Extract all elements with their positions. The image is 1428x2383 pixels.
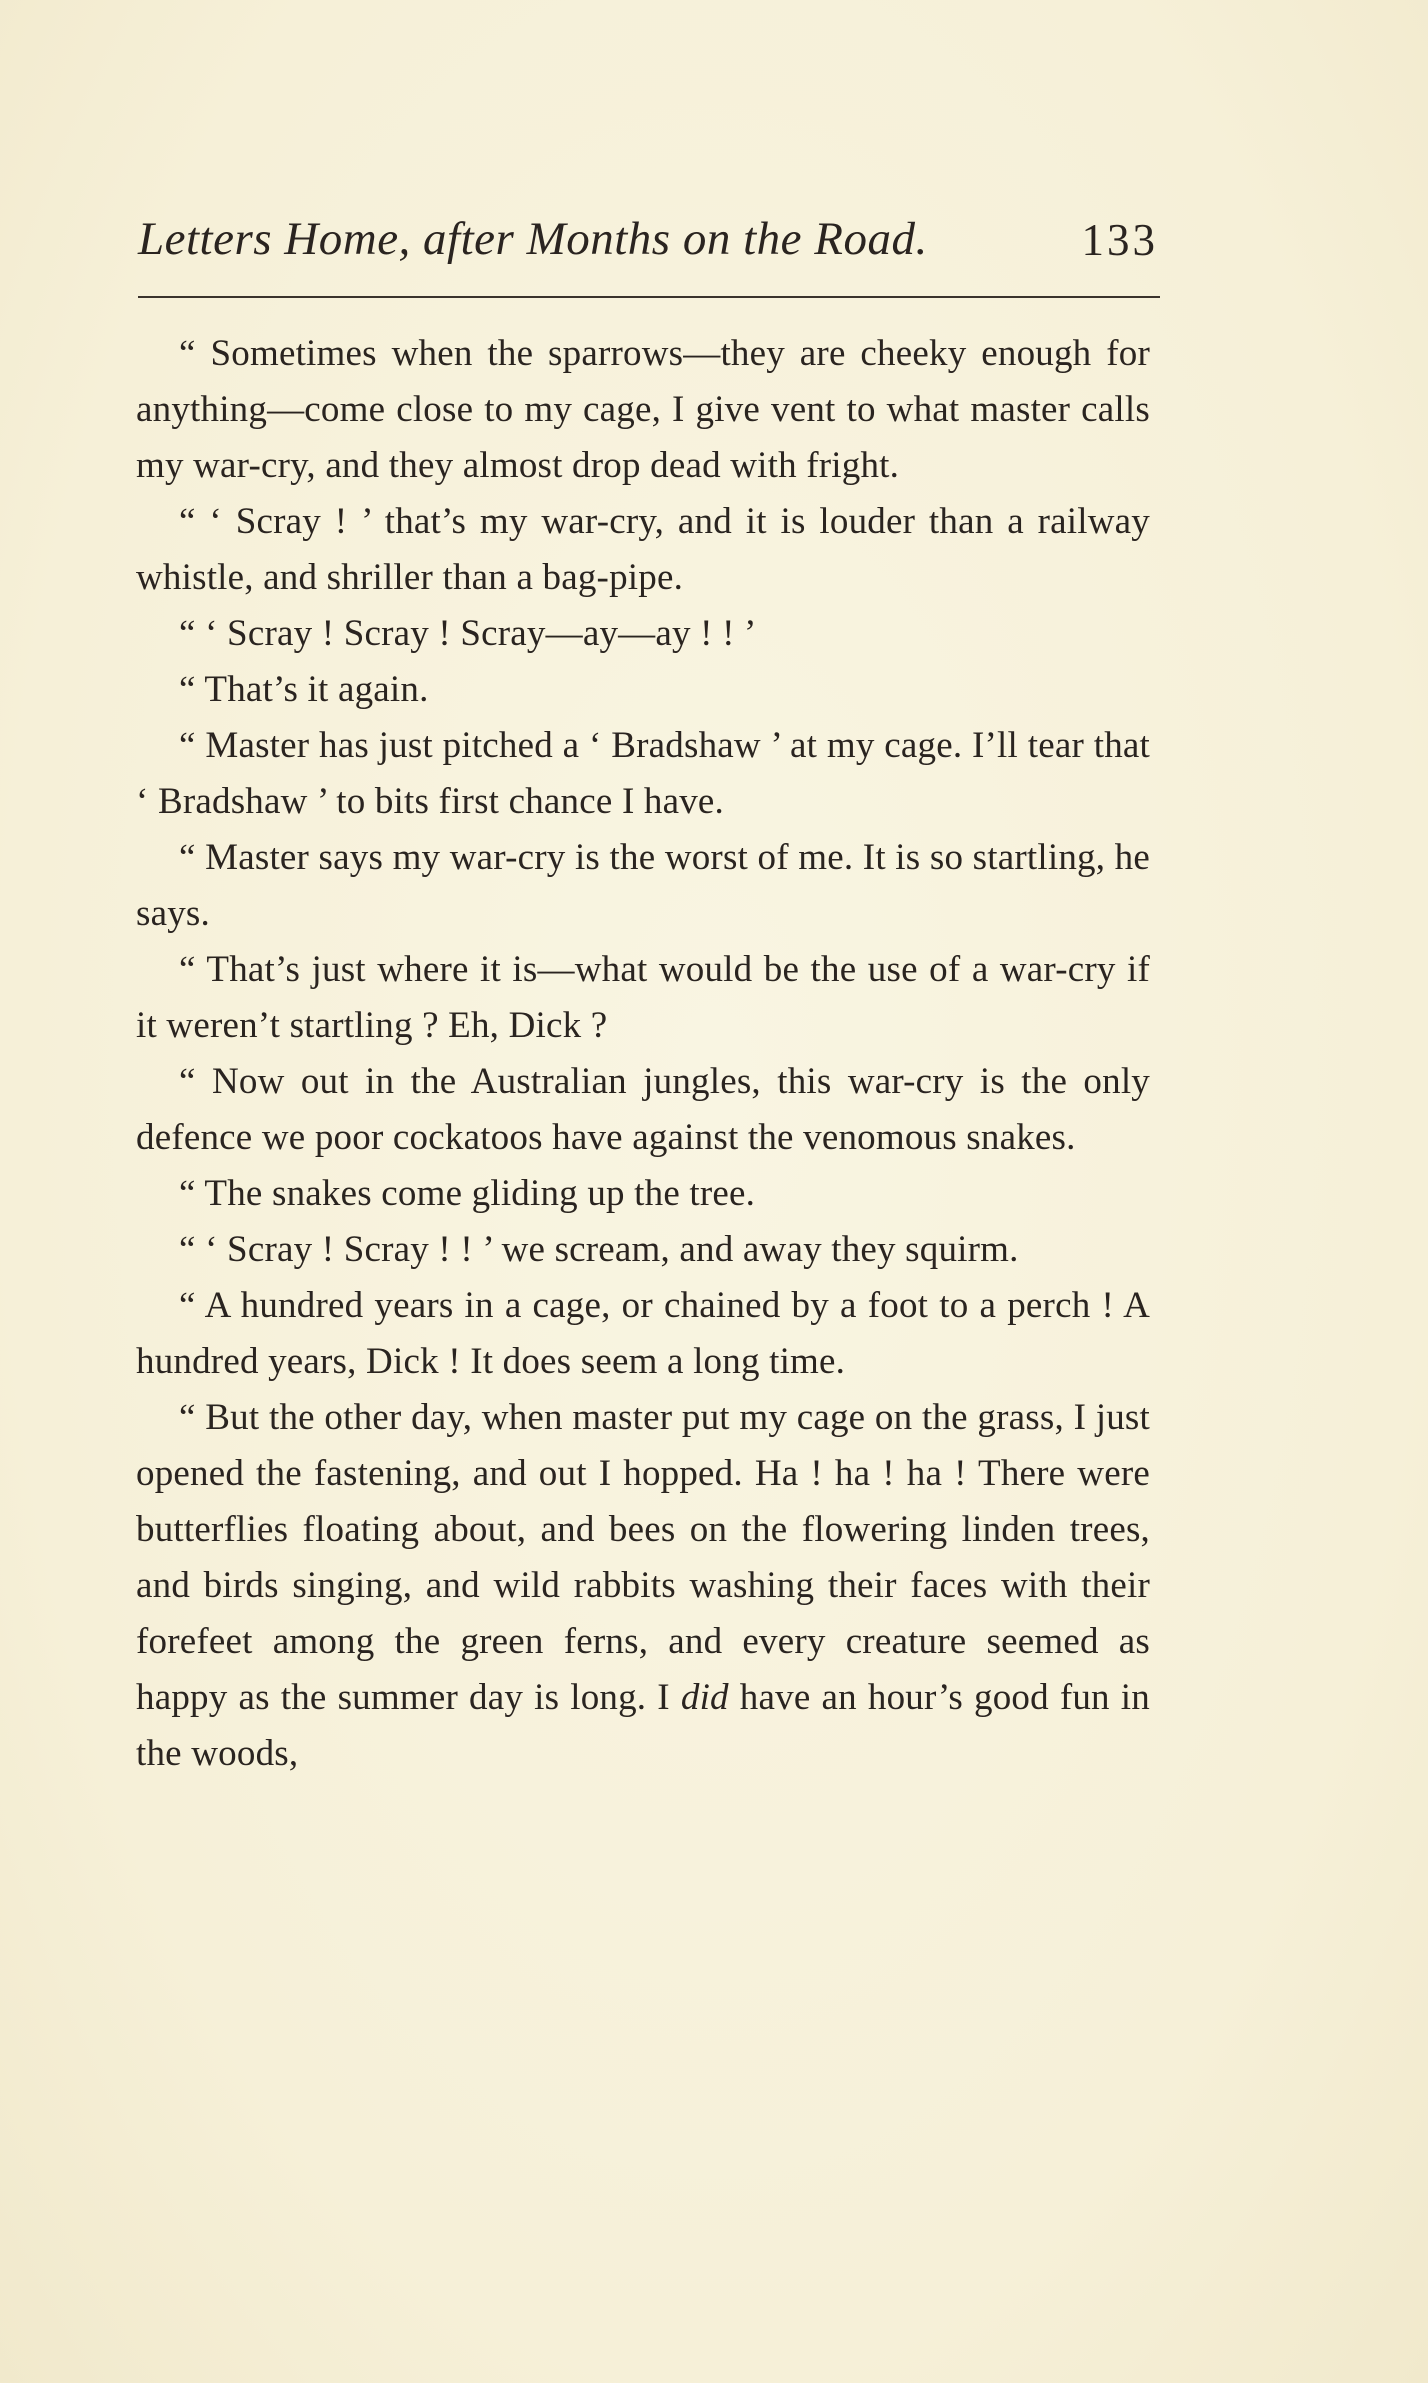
paragraph: “ The snakes come gliding up the tree. [179, 1173, 756, 1214]
page-number: 133 [1081, 215, 1158, 265]
paragraph: “ Sometimes when the sparrows—they are cheeky enough for anything—come close to my cage, I give vent to what master calls my war-cry, and they almost drop dead with fright. [136, 333, 1150, 486]
paragraph: “ That’s it again. [179, 669, 429, 710]
paragraph: “ Master has just pitched a ‘ Bradshaw ’ at my cage. I’ll tear that ‘ Bradshaw ’ to bits first chance I have. [136, 725, 1150, 822]
paragraph: “ A hundred years in a cage, or chained by a foot to a perch ! A hundred years, Dick ! It does seem a long time. [136, 1285, 1150, 1382]
body-text [136, 326, 1150, 1782]
paragraph: “ ‘ Scray ! Scray ! ! ’ we scream, and away they squirm. [179, 1229, 1019, 1270]
paragraph: “ That’s just where it is—what would be the use of a war-cry if it weren’t startling ? Eh, Dick ? [136, 949, 1150, 1046]
paragraph-text: “ But the other day, when master put my cage on the grass, I just opened the fastening, and out I hopped. Ha ! ha ! ha ! There were butterflies floating about, and bees on the flowering linden trees, and birds singing, and wild rabbits washing their faces with their forefeet among the green ferns, and every creature seemed as happy as the summer day is long. I [136, 1397, 1150, 1718]
paragraph: “ Now out in the Australian jungles, this war-cry is the only defence we poor cockatoos have against the venomous snakes. [136, 1061, 1150, 1158]
paragraph: “ Master says my war-cry is the worst of me. It is so startling, he says. [136, 837, 1150, 934]
emphasis-text: did [680, 1677, 729, 1718]
paragraph-last [136, 1390, 1150, 1782]
running-head [138, 212, 1158, 282]
paragraph: “ ‘ Scray ! Scray ! Scray—ay—ay ! ! ’ [179, 613, 757, 654]
paragraph: “ ‘ Scray ! ’ that’s my war-cry, and it is louder than a railway whistle, and shriller than a bag-pipe. [136, 501, 1150, 598]
running-head-title: Letters Home, after Months on the Road. [138, 213, 928, 265]
header-rule [138, 296, 1160, 298]
paragraph-text: have an hour’s good fun in the woods, [136, 1677, 1150, 1774]
